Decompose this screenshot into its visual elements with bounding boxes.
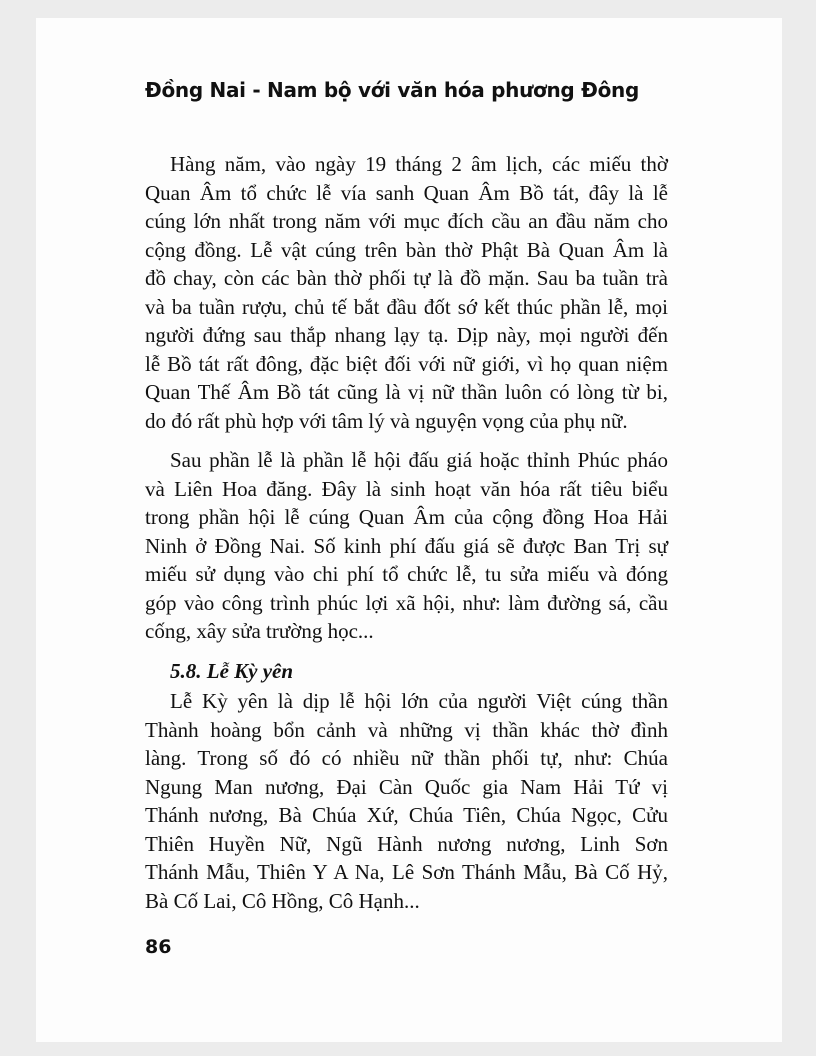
text-line: Bà Cố Lai, Cô Hồng, Cô Hạnh... (145, 888, 420, 913)
text-line: Ngung Man nương, Đại Càn Quốc gia Nam Hải Tứ vị (145, 774, 668, 799)
page-number: 86 (145, 936, 172, 958)
paragraph (145, 687, 668, 915)
text-line: cộng đồng. Lễ vật cúng trên bàn thờ Phật Bà Quan Âm là (145, 237, 668, 262)
text-line: đồ chay, còn các bàn thờ phối tự là đồ mặn. Sau ba tuần trà (145, 266, 668, 290)
text-line: góp vào công trình phúc lợi xã hội, như: làm đường sá, cầu (145, 590, 668, 615)
text-line: miếu sử dụng vào chi phí tổ chức lễ, tu sửa miếu và đóng (145, 562, 668, 586)
text-line: Lễ Kỳ yên là dịp lễ hội lớn của người Việt cúng thần (170, 689, 668, 713)
text-line: lễ Bồ tát rất đông, đặc biệt đối với nữ giới, vì họ quan niệm (145, 351, 668, 376)
text-line: Sau phần lễ là phần lễ hội đấu giá hoặc thỉnh Phúc pháo (170, 448, 668, 472)
running-header: Đồng Nai - Nam bộ với văn hóa phương Đông (145, 78, 639, 102)
text-line: Hàng năm, vào ngày 19 tháng 2 âm lịch, các miếu thờ (170, 152, 668, 176)
section-heading: 5.8. Lễ Kỳ yên (170, 658, 294, 683)
text-line: làng. Trong số đó có nhiều nữ thần phối tự, như: Chúa (145, 746, 668, 770)
text-line: cúng lớn nhất trong năm với mục đích cầu an đầu năm cho (145, 209, 668, 233)
text-line: và ba tuần rượu, chủ tế bắt đầu đốt sớ kết thúc phần lễ, mọi (145, 294, 668, 319)
paragraph (145, 446, 668, 646)
text-line: người đứng sau thắp nhang lạy tạ. Dịp này, mọi người đến (145, 323, 668, 347)
text-line: do đó rất phù hợp với tâm lý và nguyện vọng của phụ nữ. (145, 408, 628, 433)
text-line: Quan Âm tổ chức lễ vía sanh Quan Âm Bồ tát, đây là lễ (145, 180, 668, 205)
text-line: cống, xây sửa trường học... (145, 619, 374, 643)
paragraph (145, 150, 668, 435)
text-line: Thánh Mẫu, Thiên Y A Na, Lê Sơn Thánh Mẫu, Bà Cố Hỷ, (145, 860, 668, 884)
text-line: Thiên Huyền Nữ, Ngũ Hành nương nương, Linh Sơn (145, 831, 668, 856)
page-body (145, 150, 668, 926)
text-line: Thành hoàng bổn cảnh và những vị thần khác thờ đình (145, 717, 668, 742)
text-line: và Liên Hoa đăng. Đây là sinh hoạt văn hóa rất tiêu biểu (145, 476, 668, 501)
text-line: Ninh ở Đồng Nai. Số kinh phí đấu giá sẽ được Ban Trị sự (145, 533, 668, 558)
text-line: trong phần hội lễ cúng Quan Âm của cộng đồng Hoa Hải (145, 505, 668, 529)
text-line: Thánh nương, Bà Chúa Xứ, Chúa Tiên, Chúa Ngọc, Cửu (145, 803, 668, 827)
text-line: Quan Thế Âm Bồ tát cũng là vị nữ thần luôn có lòng từ bi, (145, 380, 668, 404)
